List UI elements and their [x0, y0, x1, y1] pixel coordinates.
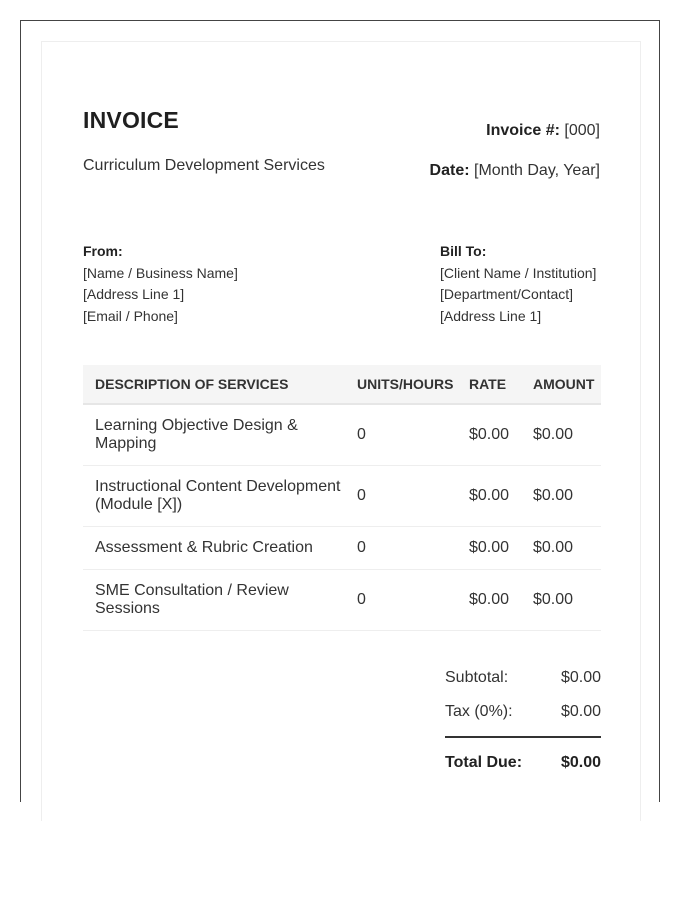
invoice-number-value: [000] — [564, 122, 600, 139]
row-amount: $0.00 — [533, 526, 601, 569]
column-header-amount: AMOUNT — [533, 365, 601, 404]
row-description: Instructional Content Development (Module [X]) — [83, 465, 357, 526]
row-units: 0 — [357, 526, 469, 569]
subtotal-label: Subtotal: — [445, 669, 509, 686]
bill-to-heading: Bill To: — [440, 243, 487, 259]
bill-to-block — [440, 241, 596, 327]
total-due-row — [445, 754, 601, 772]
from-line: [Email / Phone] — [83, 307, 178, 324]
document-frame — [20, 20, 660, 802]
invoice-number-label: Invoice #: — [486, 122, 560, 139]
table-header-row — [83, 365, 601, 404]
column-header-description: DESCRIPTION OF SERVICES — [83, 365, 357, 404]
row-rate: $0.00 — [469, 465, 533, 526]
invoice-date-value: [Month Day, Year] — [474, 162, 600, 179]
from-line: [Name / Business Name] — [83, 264, 238, 281]
row-description: Learning Objective Design & Mapping — [83, 404, 357, 465]
invoice-sheet — [41, 41, 641, 821]
row-rate: $0.00 — [469, 526, 533, 569]
row-amount: $0.00 — [533, 404, 601, 465]
column-header-units: UNITS/HOURS — [357, 365, 469, 404]
row-units: 0 — [357, 404, 469, 465]
from-line: [Address Line 1] — [83, 286, 185, 302]
total-due-value: $0.00 — [560, 754, 601, 771]
row-units: 0 — [357, 465, 469, 526]
tax-row — [445, 703, 601, 721]
total-due-label: Total Due: — [445, 754, 523, 771]
invoice-number — [486, 122, 600, 140]
services-table — [83, 365, 601, 631]
from-block — [83, 241, 238, 327]
tax-label: Tax (0%): — [445, 703, 513, 720]
bill-to-line: [Address Line 1] — [440, 307, 542, 324]
invoice-date — [430, 162, 600, 180]
bill-to-line: [Client Name / Institution] — [440, 264, 597, 281]
table-row — [83, 526, 601, 569]
table-row — [83, 404, 601, 465]
invoice-subtitle: Curriculum Development Services — [83, 157, 325, 174]
row-amount: $0.00 — [533, 569, 601, 630]
subtotal-row — [445, 669, 601, 687]
tax-value: $0.00 — [560, 703, 601, 720]
invoice-date-label: Date: — [429, 162, 470, 179]
row-units: 0 — [357, 569, 469, 630]
invoice-title: INVOICE — [83, 107, 179, 133]
row-rate: $0.00 — [469, 569, 533, 630]
table-row — [83, 465, 601, 526]
row-description: SME Consultation / Review Sessions — [83, 569, 357, 630]
subtotal-value: $0.00 — [560, 669, 601, 686]
row-description: Assessment & Rubric Creation — [83, 526, 357, 569]
row-rate: $0.00 — [469, 404, 533, 465]
row-amount: $0.00 — [533, 465, 601, 526]
totals-divider — [445, 736, 601, 738]
column-header-rate: RATE — [469, 365, 533, 404]
from-heading: From: — [83, 243, 123, 259]
table-row — [83, 569, 601, 630]
bill-to-line: [Department/Contact] — [440, 286, 574, 302]
